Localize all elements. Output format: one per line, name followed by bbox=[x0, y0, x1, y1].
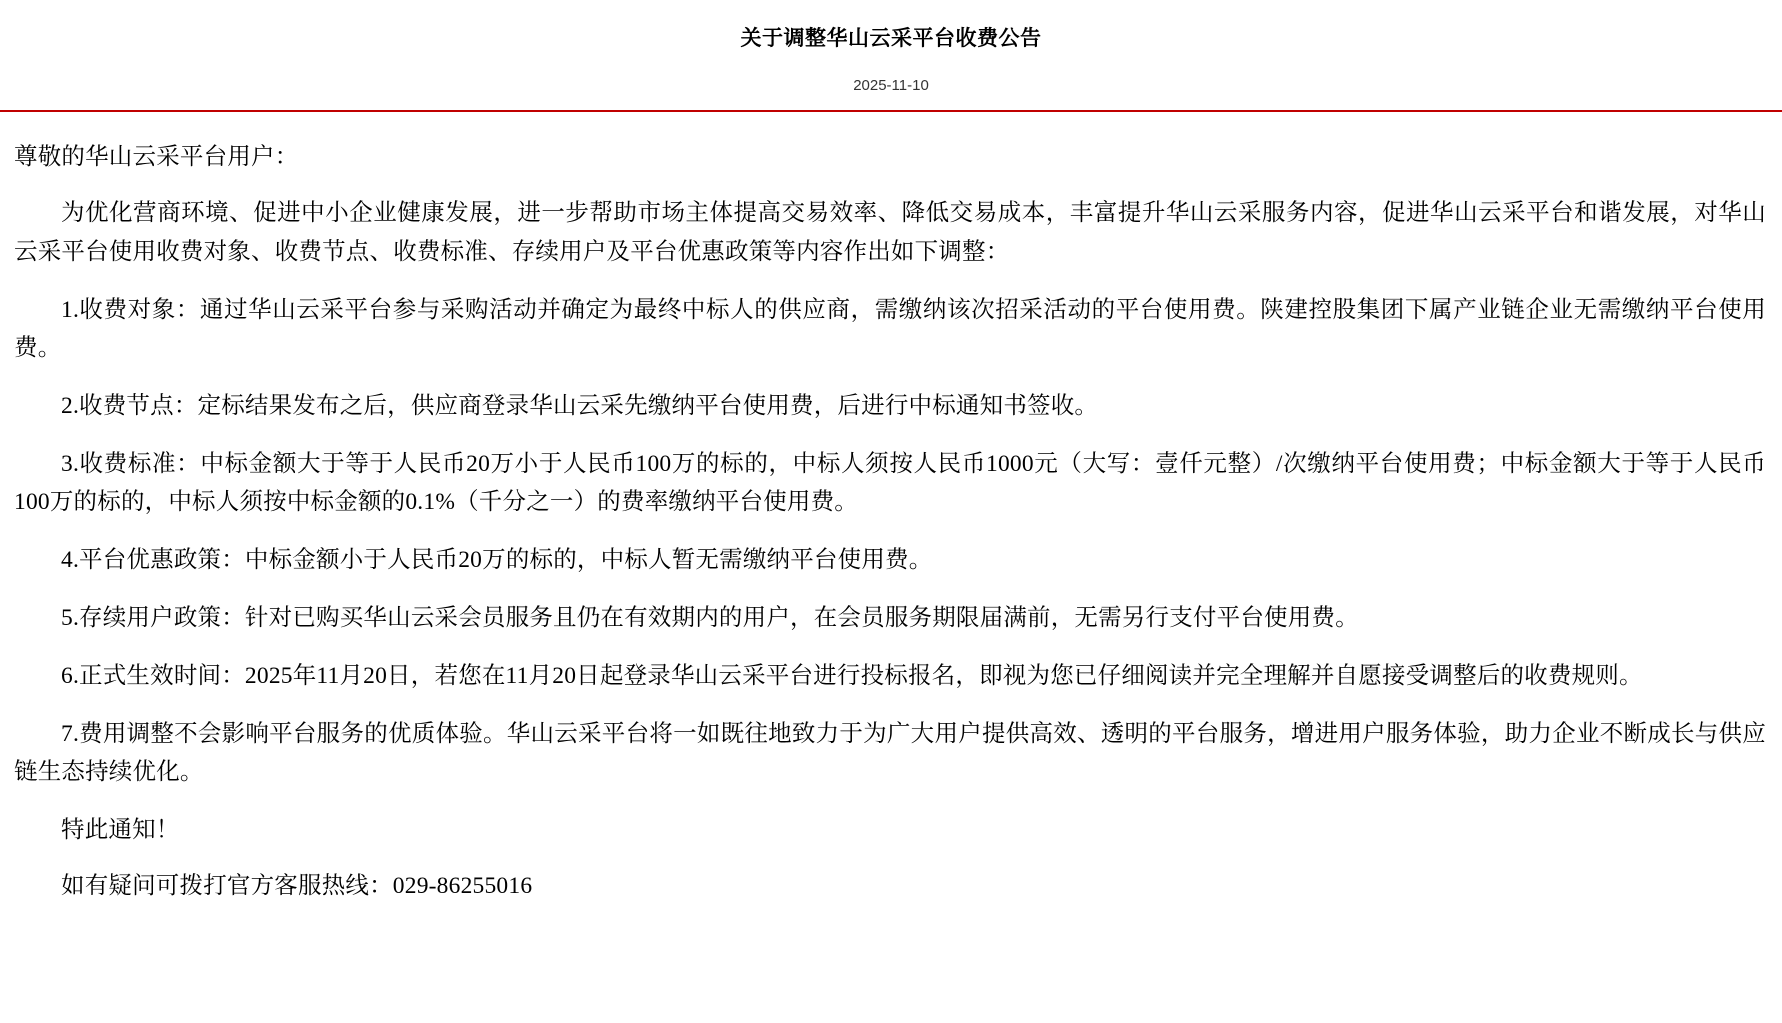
intro-paragraph: 为优化营商环境、促进中小企业健康发展，进一步帮助市场主体提高交易效率、降低交易成本，丰富提升华山云采服务内容，促进华山云采平台和谐发展，对华山云采平台使用收费对象、收费节点、收费标准、存续用户及平台优惠政策等内容作出如下调整： bbox=[14, 200, 1766, 265]
closing-notice: 特此通知！ bbox=[61, 817, 180, 844]
bottom-spacer bbox=[14, 925, 1766, 935]
publish-date: 2025-11-10 bbox=[853, 77, 929, 95]
clause-paragraph-3: 3.收费标准：中标金额大于等于人民币20万小于人民币100万的标的，中标人须按人民币1000元（大写：壹仟元整）/次缴纳平台使用费；中标金额大于等于人民币100万的标的，中标人须按中标金额的0.1%（千分之一）的费率缴纳平台使用费。 bbox=[14, 450, 1766, 515]
notice-header bbox=[0, 0, 1782, 112]
clause-paragraph-2: 2.收费节点：定标结果发布之后，供应商登录华山云采先缴纳平台使用费，后进行中标通知书签收。 bbox=[61, 392, 1099, 419]
page-title: 关于调整华山云采平台收费公告 bbox=[740, 27, 1042, 50]
clause-paragraph-4: 4.平台优惠政策：中标金额小于人民币20万的标的，中标人暂无需缴纳平台使用费。 bbox=[61, 546, 933, 573]
clause-paragraph-7: 7.费用调整不会影响平台服务的优质体验。华山云采平台将一如既往地致力于为广大用户提供高效、透明的平台服务，增进用户服务体验，助力企业不断成长与供应链生态持续优化。 bbox=[14, 721, 1766, 786]
clause-paragraph-1: 1.收费对象：通过华山云采平台参与采购活动并确定为最终中标人的供应商，需缴纳该次招采活动的平台使用费。陕建控股集团下属产业链企业无需缴纳平台使用费。 bbox=[14, 296, 1766, 361]
salutation-paragraph: 尊敬的华山云采平台用户： bbox=[14, 144, 299, 171]
hotline-paragraph: 如有疑问可拨打官方客服热线：029-86255016 bbox=[61, 873, 533, 900]
notice-body bbox=[0, 112, 1782, 975]
clause-paragraph-6: 6.正式生效时间：2025年11月20日，若您在11月20日起登录华山云采平台进行投标报名，即视为您已仔细阅读并完全理解并自愿接受调整后的收费规则。 bbox=[61, 663, 1643, 690]
clause-paragraph-5: 5.存续用户政策：针对已购买华山云采会员服务且仍在有效期内的用户，在会员服务期限届满前，无需另行支付平台使用费。 bbox=[61, 604, 1359, 631]
